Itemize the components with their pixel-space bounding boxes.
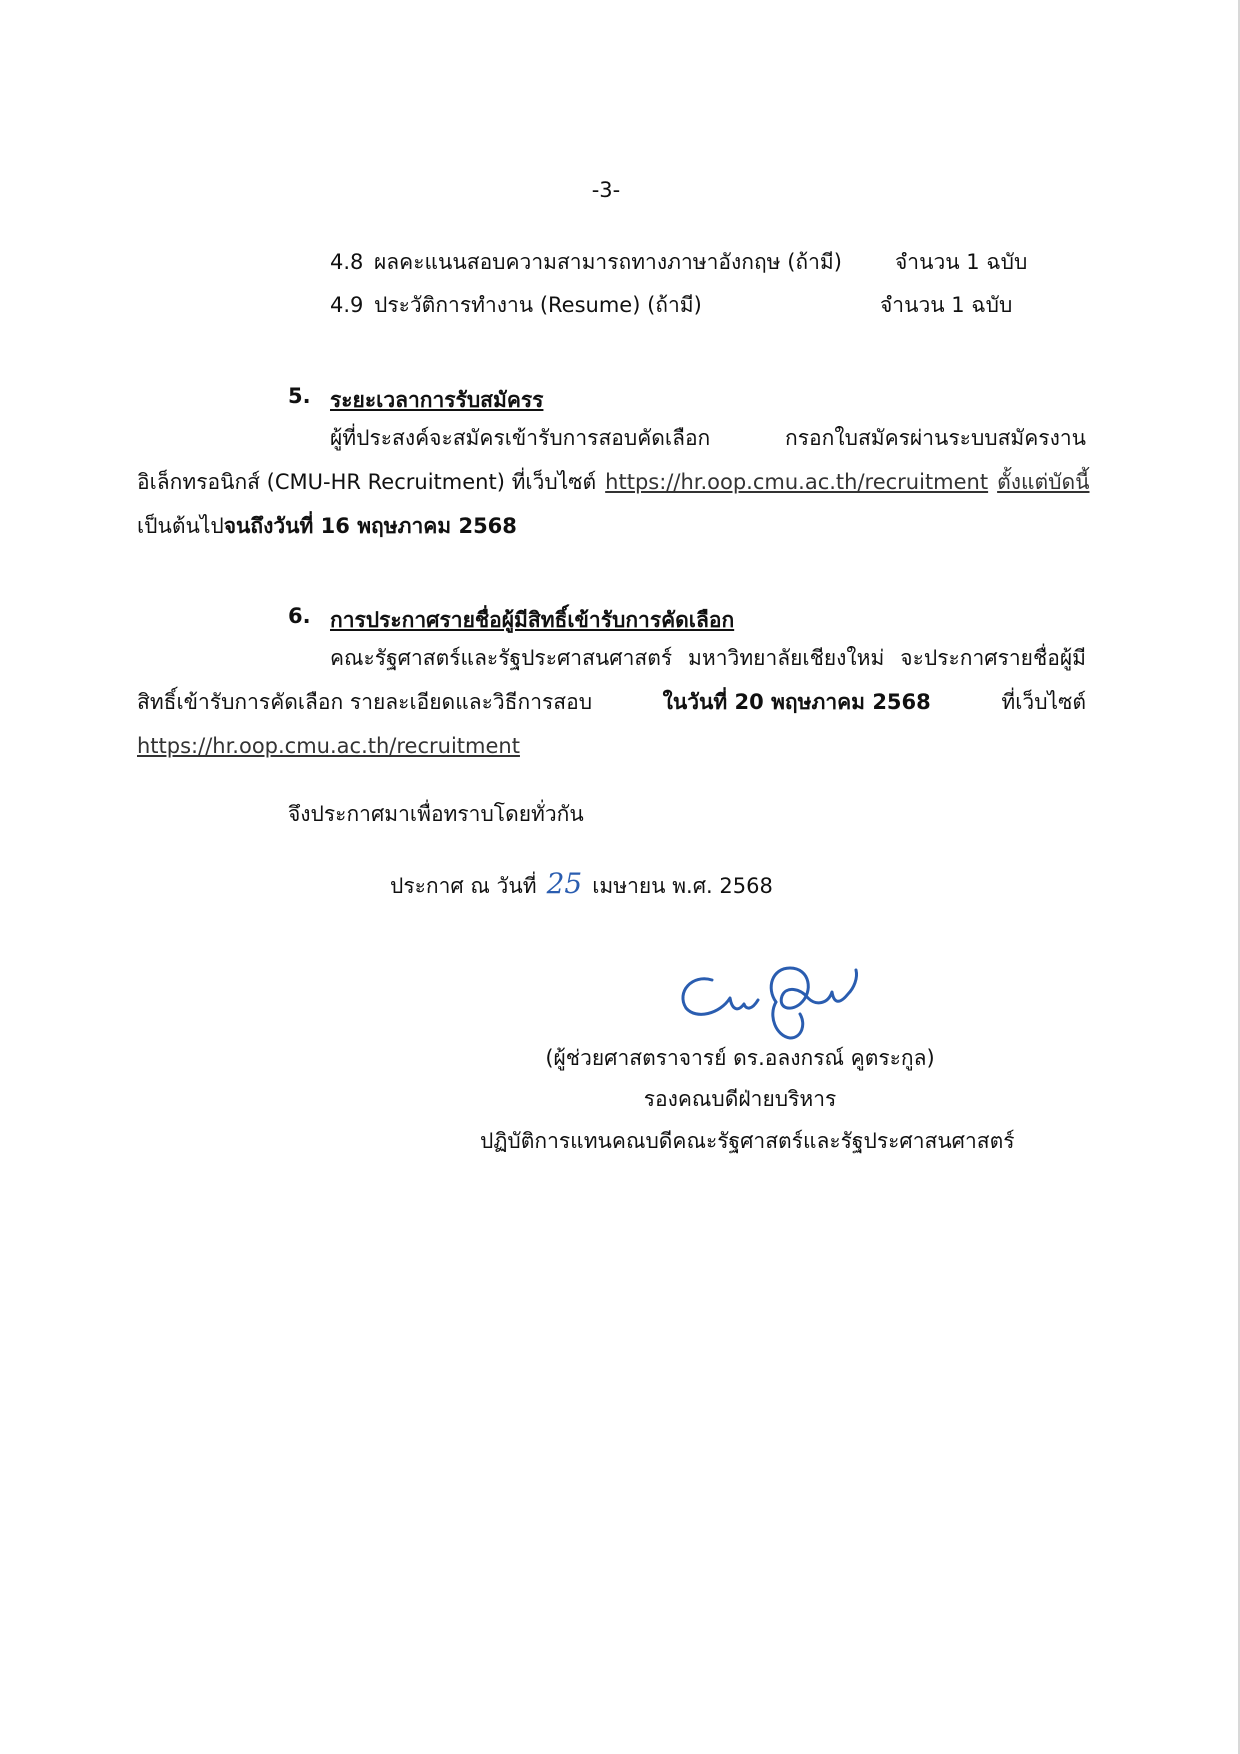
- page-number: -3-: [591, 178, 621, 202]
- signatory-acting-role: ปฏิบัติการแทนคณบดีคณะรัฐศาสตร์และรัฐประศาสนศาสตร์: [480, 1129, 1015, 1153]
- section-6-number: 6.: [288, 604, 311, 628]
- section-6-line-2-text: สิทธิ์เข้ารับการคัดเลือก รายละเอียดและวิธีการสอบ: [137, 690, 593, 714]
- date-prefix: ประกาศ ณ วันที่: [390, 874, 537, 898]
- section-6-line-2-end: ที่เว็บไซต์: [1001, 690, 1086, 714]
- announcement-date: ในวันที่ 20 พฤษภาคม 2568: [662, 690, 931, 714]
- item-quantity: จำนวน 1 ฉบับ: [895, 250, 1028, 274]
- section-5-line-1: ผู้ที่ประสงค์จะสมัครเข้ารับการสอบคัดเลือก กรอกใบสมัครผ่านระบบสมัครงาน: [330, 426, 1086, 450]
- section-5-line-2-end: ตั้งแต่บัดนี้: [997, 470, 1090, 494]
- section-5-number: 5.: [288, 384, 311, 408]
- signatory-position: รองคณบดีฝ่ายบริหาร: [643, 1087, 837, 1111]
- section-6-line-1: คณะรัฐศาสตร์และรัฐประศาสนศาสตร์ มหาวิทยาลัยเชียงใหม่ จะประกาศรายชื่อผู้มี: [330, 646, 1086, 670]
- closing-statement: จึงประกาศมาเพื่อทราบโดยทั่วกัน: [288, 802, 584, 826]
- date-suffix: เมษายน พ.ศ. 2568: [592, 874, 773, 898]
- section-5-line-3-text: เป็นต้นไป: [137, 514, 224, 538]
- section-5-line-2-text: อิเล็กทรอนิกส์ (CMU-HR Recruitment) ที่เว็บไซต์: [137, 470, 597, 494]
- section-6-line-3: [137, 736, 520, 757]
- item-number: 4.9: [330, 293, 364, 317]
- section-6-line-2: [137, 692, 1086, 713]
- section-6-heading: การประกาศรายชื่อผู้มีสิทธิ์เข้ารับการคัดเลือก: [330, 608, 735, 632]
- signature-image: [672, 958, 892, 1048]
- recruitment-link[interactable]: https://hr.oop.cmu.ac.th/recruitment: [137, 734, 520, 758]
- item-text: ประวัติการทำงาน (Resume) (ถ้ามี): [374, 293, 702, 317]
- item-text: ผลคะแนนสอบความสามารถทางภาษาอังกฤษ (ถ้ามี): [374, 250, 842, 274]
- item-number: 4.8: [330, 250, 364, 274]
- signatory-name: (ผู้ช่วยศาสตราจารย์ ดร.อลงกรณ์ คูตระกูล): [545, 1046, 935, 1070]
- recruitment-link[interactable]: https://hr.oop.cmu.ac.th/recruitment: [605, 470, 989, 494]
- section-5-line-3: [137, 516, 517, 537]
- section-5-heading: ระยะเวลาการรับสมัครร: [330, 388, 544, 412]
- announcement-date-line: [390, 867, 773, 900]
- application-deadline: จนถึงวันที่ 16 พฤษภาคม 2568: [223, 514, 517, 538]
- section-5-line-2: [137, 470, 1090, 494]
- handwritten-day: 25: [546, 867, 583, 900]
- item-quantity: จำนวน 1 ฉบับ: [880, 293, 1013, 317]
